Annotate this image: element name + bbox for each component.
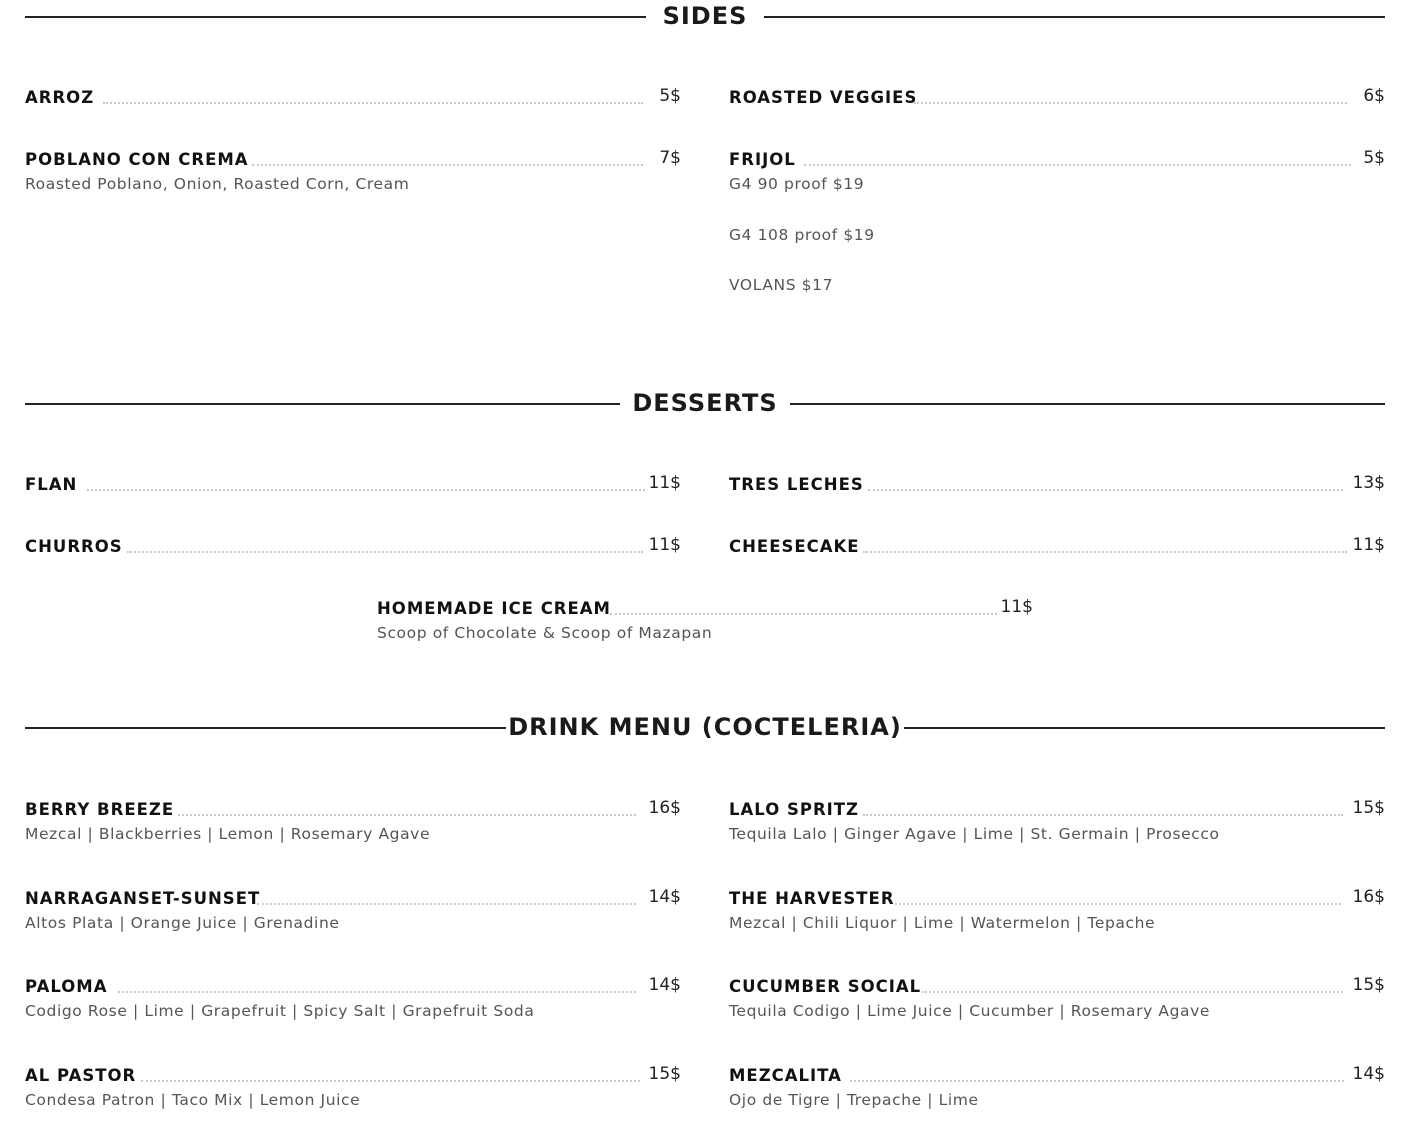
menu-item xyxy=(729,885,1385,933)
dot-leader xyxy=(252,164,643,166)
item-price: 5$ xyxy=(659,86,681,106)
item-price: 6$ xyxy=(1363,86,1385,106)
item-name: CUCUMBER SOCIAL xyxy=(729,977,922,996)
item-name: CHEESECAKE xyxy=(729,537,860,556)
menu-item xyxy=(25,973,681,1021)
item-description: Mezcal | Blackberries | Lemon | Rosemary Agave xyxy=(25,825,431,843)
item-name: POBLANO CON CREMA xyxy=(25,150,249,169)
item-name: ROASTED VEGGIES xyxy=(729,88,918,107)
dot-leader xyxy=(87,489,645,491)
item-description: Ojo de Tigre | Trepache | Lime xyxy=(729,1091,979,1109)
menu-item xyxy=(25,533,681,557)
item-price: 7$ xyxy=(659,148,681,168)
menu-item xyxy=(25,84,681,108)
item-name: PALOMA xyxy=(25,977,108,996)
dot-leader xyxy=(118,991,636,993)
section-title: SIDES xyxy=(662,2,748,30)
item-name: BERRY BREEZE xyxy=(25,800,175,819)
menu-item xyxy=(729,973,1385,1021)
item-price: 14$ xyxy=(1352,1064,1385,1084)
item-price: 15$ xyxy=(1352,975,1385,995)
item-price: 15$ xyxy=(1352,798,1385,818)
item-description: Roasted Poblano, Onion, Roasted Corn, Cream xyxy=(25,175,410,193)
section-header-desserts xyxy=(25,388,1385,418)
menu-item xyxy=(729,533,1385,557)
item-name: TRES LECHES xyxy=(729,475,864,494)
menu-item xyxy=(729,471,1385,495)
dot-leader xyxy=(103,102,643,104)
dot-leader xyxy=(914,102,1347,104)
dot-leader xyxy=(863,814,1343,816)
item-price: 11$ xyxy=(648,473,681,493)
item-price: 11$ xyxy=(648,535,681,555)
menu-item xyxy=(25,885,681,933)
item-price: 5$ xyxy=(1363,148,1385,168)
menu-item xyxy=(377,595,1033,643)
item-name: CHURROS xyxy=(25,537,123,556)
item-price: 14$ xyxy=(648,975,681,995)
menu-item xyxy=(729,84,1385,108)
item-description: Tequila Lalo | Ginger Agave | Lime | St. Germain | Prosecco xyxy=(729,825,1220,843)
item-name: THE HARVESTER xyxy=(729,889,895,908)
item-name: MEZCALITA xyxy=(729,1066,842,1085)
item-description: Mezcal | Chili Liquor | Lime | Watermelon | Tepache xyxy=(729,914,1156,932)
item-price: 11$ xyxy=(1000,597,1033,617)
section-title: DRINK MENU (COCTELERIA) xyxy=(508,713,902,741)
item-name: NARRAGANSET-SUNSET xyxy=(25,889,261,908)
menu-item xyxy=(25,471,681,495)
item-price: 15$ xyxy=(648,1064,681,1084)
item-description: Altos Plata | Orange Juice | Grenadine xyxy=(25,914,340,932)
menu-item xyxy=(25,796,681,844)
item-price: 13$ xyxy=(1352,473,1385,493)
item-name: ARROZ xyxy=(25,88,95,107)
item-name: FLAN xyxy=(25,475,78,494)
section-header-drinks xyxy=(25,712,1385,742)
menu-item xyxy=(25,146,681,194)
item-note: VOLANS $17 xyxy=(729,276,834,294)
dot-leader xyxy=(257,903,636,905)
menu-item xyxy=(25,1062,681,1110)
section-header-sides xyxy=(25,1,1385,31)
item-name: AL PASTOR xyxy=(25,1066,137,1085)
item-description: Condesa Patron | Taco Mix | Lemon Juice xyxy=(25,1091,361,1109)
item-price: 16$ xyxy=(1352,887,1385,907)
menu-item xyxy=(729,796,1385,844)
item-name: HOMEMADE ICE CREAM xyxy=(377,599,611,618)
item-note: G4 108 proof $19 xyxy=(729,226,875,244)
dot-leader xyxy=(804,164,1351,166)
dot-leader xyxy=(610,613,997,615)
dot-leader xyxy=(850,1080,1344,1082)
menu-item xyxy=(729,146,1385,194)
dot-leader xyxy=(895,903,1341,905)
dot-leader xyxy=(922,991,1343,993)
dot-leader xyxy=(141,1080,640,1082)
item-description: Scoop of Chocolate & Scoop of Mazapan xyxy=(377,624,713,642)
item-description: Codigo Rose | Lime | Grapefruit | Spicy Salt | Grapefruit Soda xyxy=(25,1002,535,1020)
item-price: 11$ xyxy=(1352,535,1385,555)
menu-item xyxy=(729,1062,1385,1110)
dot-leader xyxy=(868,489,1343,491)
item-description: G4 90 proof $19 xyxy=(729,175,865,193)
item-price: 16$ xyxy=(648,798,681,818)
dot-leader xyxy=(178,814,636,816)
dot-leader xyxy=(863,551,1347,553)
item-name: LALO SPRITZ xyxy=(729,800,860,819)
item-description: Tequila Codigo | Lime Juice | Cucumber | Rosemary Agave xyxy=(729,1002,1211,1020)
item-name: FRIJOL xyxy=(729,150,796,169)
item-price: 14$ xyxy=(648,887,681,907)
dot-leader xyxy=(127,551,643,553)
section-title: DESSERTS xyxy=(632,389,778,417)
